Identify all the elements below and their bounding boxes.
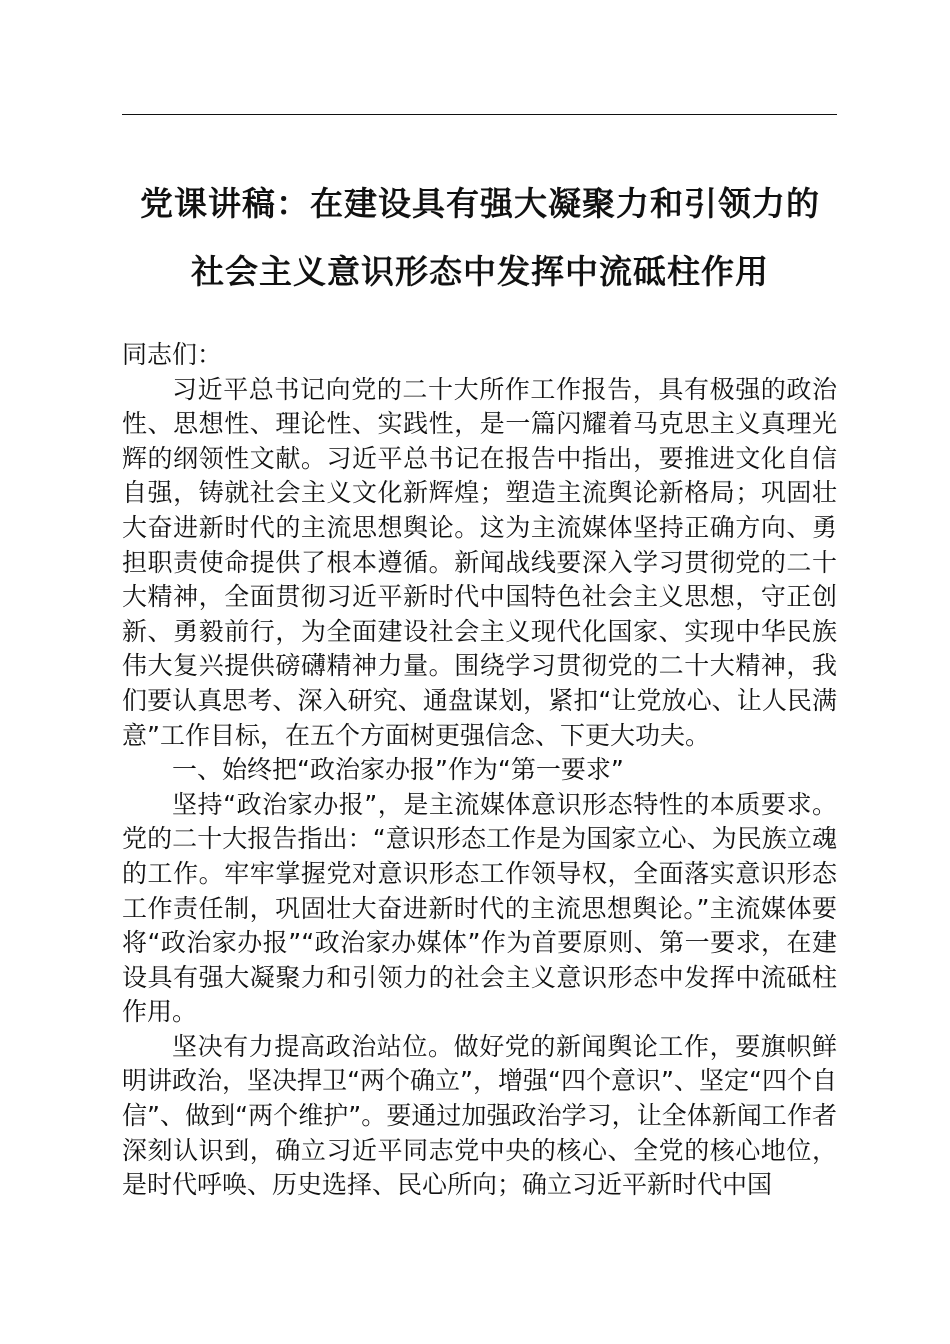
salutation: 同志们： bbox=[122, 340, 223, 369]
paragraph-section-1: 坚持“政治家办报”，是主流媒体意识形态特性的本质要求。党的二十大报告指出：“意识形态工作是为国家立心、为民族立魂的工作。牢牢掌握党对意识形态工作领导权，全面落实意识形态工作责任制，巩固壮大奋进新时代的主流思想舆论。”主流媒体要将“政治家办报”“政治家办媒体”作为首要原则、第一要求，在建设具有强大凝聚力和引领力的社会主义意识形态中发挥中流砥柱作用。 bbox=[122, 789, 837, 1027]
header-rule bbox=[122, 114, 837, 115]
paragraph-political-stance: 坚决有力提高政治站位。做好党的新闻舆论工作，要旗帜鲜明讲政治，坚决捍卫“两个确立”，增强“四个意识”、坚定“四个自信”、做到“两个维护”。要通过加强政治学习，让全体新闻工作者深刻认识到，确立习近平同志党中央的核心、全党的核心地位，是时代呼唤、历史选择、民心所向；确立习近平新时代中国 bbox=[122, 1031, 837, 1200]
document-title-line-2: 社会主义意识形态中发挥中流砥柱作用 bbox=[191, 252, 769, 291]
document-title-line-1: 党课讲稿：在建设具有强大凝聚力和引领力的 bbox=[140, 184, 820, 223]
paragraph-intro: 习近平总书记向党的二十大所作工作报告，具有极强的政治性、思想性、理论性、实践性，是一篇闪耀着马克思主义真理光辉的纲领性文献。习近平总书记在报告中指出，要推进文化自信自强，铸就社会主义文化新辉煌；塑造主流舆论新格局；巩固壮大奋进新时代的主流思想舆论。这为主流媒体坚持正确方向、勇担职责使命提供了根本遵循。新闻战线要深入学习贯彻党的二十大精神，全面贯彻习近平新时代中国特色社会主义思想，守正创新、勇毅前行，为全面建设社会主义现代化国家、实现中华民族伟大复兴提供磅礴精神力量。围绕学习贯彻党的二十大精神，我们要认真思考、深入研究、通盘谋划，紧扣“让党放心、让人民满意”工作目标，在五个方面树更强信念、下更大功夫。 bbox=[122, 374, 837, 750]
document-body bbox=[122, 338, 837, 1203]
section-heading-1: 一、始终把“政治家办报”作为“第一要求” bbox=[172, 755, 624, 785]
